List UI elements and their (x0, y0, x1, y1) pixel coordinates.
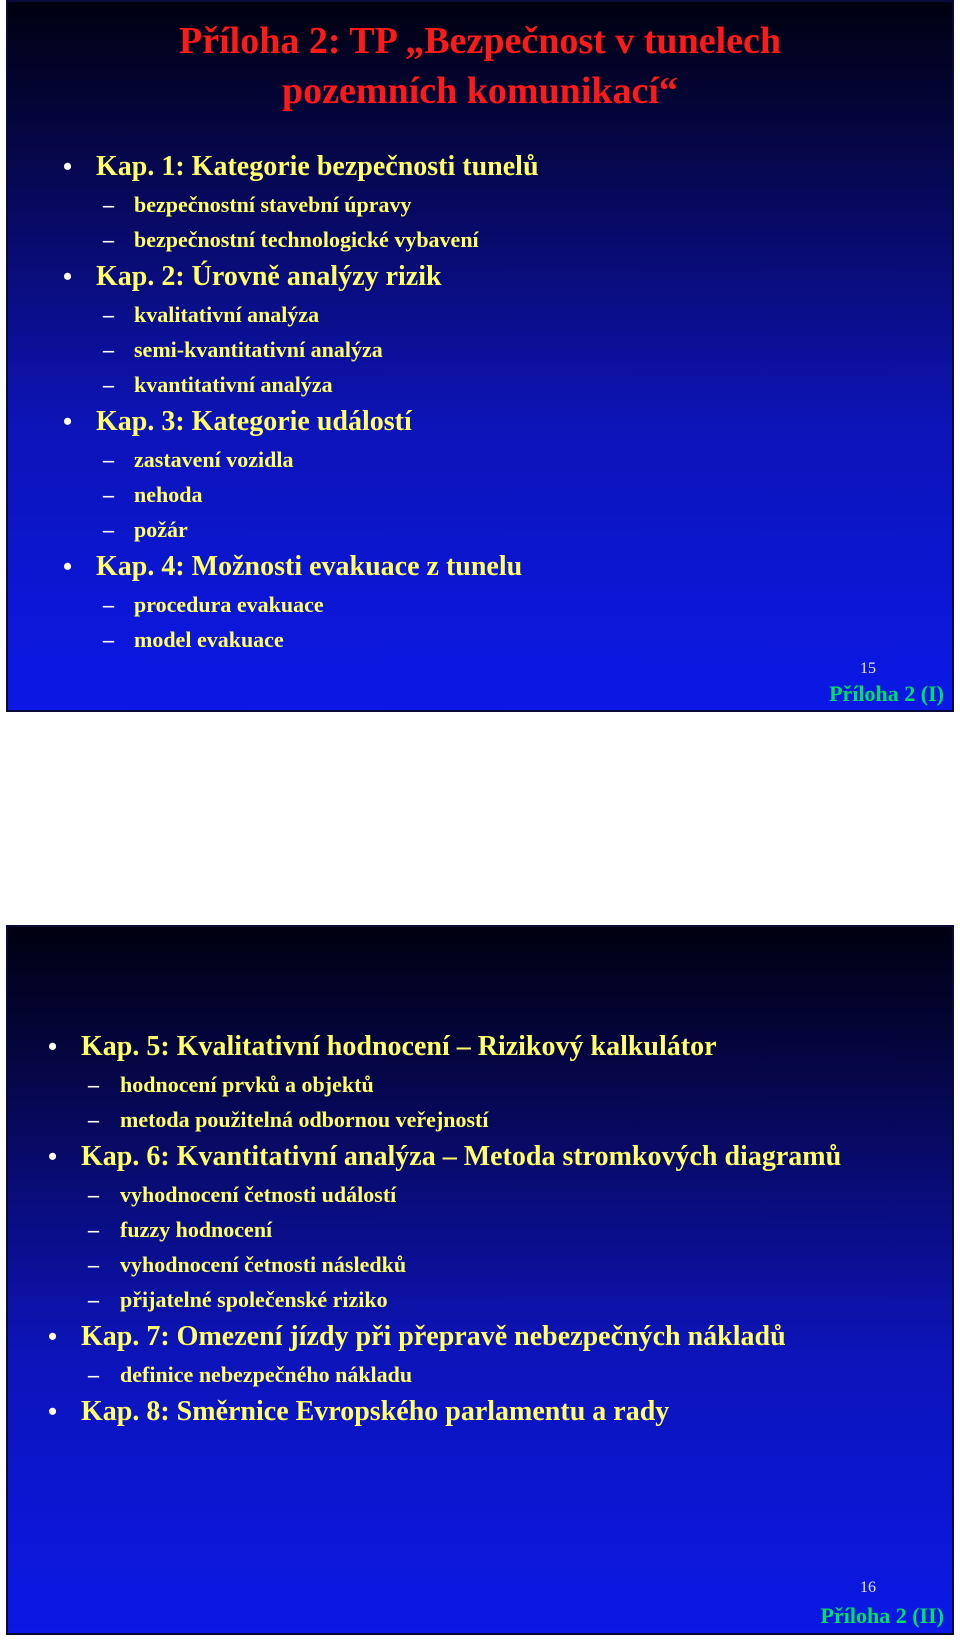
slide-2 (6, 925, 954, 1635)
outline-list (8, 147, 952, 657)
outline-item-text: Kap. 7: Omezení jízdy při přepravě nebezpečných nákladů (81, 1321, 786, 1352)
bullet-icon: • (48, 1397, 58, 1426)
sub-item-text: kvalitativní analýza (134, 302, 320, 327)
slide-footer-label: Příloha 2 (II) (820, 1603, 944, 1628)
page-number: 16 (860, 1579, 876, 1596)
outline-item-text: Kap. 3: Kategorie událostí (96, 406, 412, 437)
bullet-icon: • (63, 552, 73, 581)
sub-item (8, 222, 952, 257)
dash-icon: – (103, 517, 114, 542)
sub-item (8, 332, 952, 367)
outline-item-text: Kap. 1: Kategorie bezpečnosti tunelů (96, 151, 539, 182)
slide-title (8, 16, 952, 116)
sub-item (8, 512, 952, 547)
outline-item-kap-4 (8, 547, 952, 587)
sub-item-text: model evakuace (134, 627, 284, 652)
title-line-2: pozemních komunikací“ (282, 70, 678, 112)
bullet-icon: • (48, 1032, 58, 1061)
sub-item (8, 1212, 952, 1247)
dash-icon: – (103, 192, 114, 217)
sub-item-text: vyhodnocení četnosti událostí (120, 1182, 397, 1207)
sub-item (8, 477, 952, 512)
dash-icon: – (103, 482, 114, 507)
sub-item (8, 622, 952, 657)
dash-icon: – (88, 1362, 99, 1387)
title-line-1: Příloha 2: TP „Bezpečnost v tunelech (179, 20, 781, 62)
page-number: 15 (860, 660, 876, 677)
bullet-icon: • (63, 152, 73, 181)
outline-item-text: Kap. 6: Kvantitativní analýza – Metoda stromkových diagramů (81, 1141, 842, 1172)
sub-item-text: hodnocení prvků a objektů (120, 1072, 374, 1097)
outline-list (8, 1027, 952, 1432)
sub-item-text: definice nebezpečného nákladu (120, 1362, 413, 1387)
sub-item (8, 587, 952, 622)
dash-icon: – (103, 372, 114, 397)
outline-item-text: Kap. 5: Kvalitativní hodnocení – Rizikový kalkulátor (81, 1031, 717, 1062)
sub-item (8, 1247, 952, 1282)
sub-item-text: procedura evakuace (134, 592, 324, 617)
sub-item (8, 297, 952, 332)
outline-item-kap-8 (8, 1392, 952, 1432)
sub-item-text: nehoda (134, 482, 203, 507)
outline-item-text: Kap. 2: Úrovně analýzy rizik (96, 261, 442, 292)
dash-icon: – (88, 1107, 99, 1132)
dash-icon: – (88, 1252, 99, 1277)
sub-item (8, 1102, 952, 1137)
sub-item (8, 1067, 952, 1102)
sub-item (8, 1177, 952, 1212)
bullet-icon: • (48, 1142, 58, 1171)
sub-item-text: fuzzy hodnocení (120, 1217, 273, 1242)
sub-item-text: požár (134, 517, 188, 542)
dash-icon: – (103, 592, 114, 617)
sub-item-text: vyhodnocení četnosti následků (120, 1252, 407, 1277)
outline-item-text: Kap. 8: Směrnice Evropského parlamentu a rady (81, 1396, 670, 1427)
sub-item-text: bezpečnostní stavební úpravy (134, 192, 412, 217)
sub-item-text: metoda použitelná odbornou veřejností (120, 1107, 489, 1132)
sub-item-text: přijatelné společenské riziko (120, 1287, 388, 1312)
outline-item-kap-5 (8, 1027, 952, 1067)
dash-icon: – (88, 1217, 99, 1242)
bullet-icon: • (48, 1322, 58, 1351)
outline-item-kap-2 (8, 257, 952, 297)
dash-icon: – (103, 302, 114, 327)
sub-item (8, 187, 952, 222)
dash-icon: – (103, 337, 114, 362)
sub-item-text: semi-kvantitativní analýza (134, 337, 383, 362)
outline-item-kap-3 (8, 402, 952, 442)
bullet-icon: • (63, 262, 73, 291)
dash-icon: – (103, 227, 114, 252)
sub-item-text: kvantitativní analýza (134, 372, 333, 397)
sub-item-text: zastavení vozidla (134, 447, 294, 472)
dash-icon: – (103, 447, 114, 472)
outline-item-kap-6 (8, 1137, 952, 1177)
bullet-icon: • (63, 407, 73, 436)
sub-item-text: bezpečnostní technologické vybavení (134, 227, 479, 252)
dash-icon: – (103, 627, 114, 652)
slide-footer-label: Příloha 2 (I) (829, 681, 944, 706)
sub-item (8, 1282, 952, 1317)
sub-item (8, 442, 952, 477)
outline-item-kap-7 (8, 1317, 952, 1357)
outline-item-kap-1 (8, 147, 952, 187)
dash-icon: – (88, 1182, 99, 1207)
dash-icon: – (88, 1072, 99, 1097)
slide-1 (6, 0, 954, 712)
sub-item (8, 367, 952, 402)
sub-item (8, 1357, 952, 1392)
outline-item-text: Kap. 4: Možnosti evakuace z tunelu (96, 551, 523, 582)
dash-icon: – (88, 1287, 99, 1312)
